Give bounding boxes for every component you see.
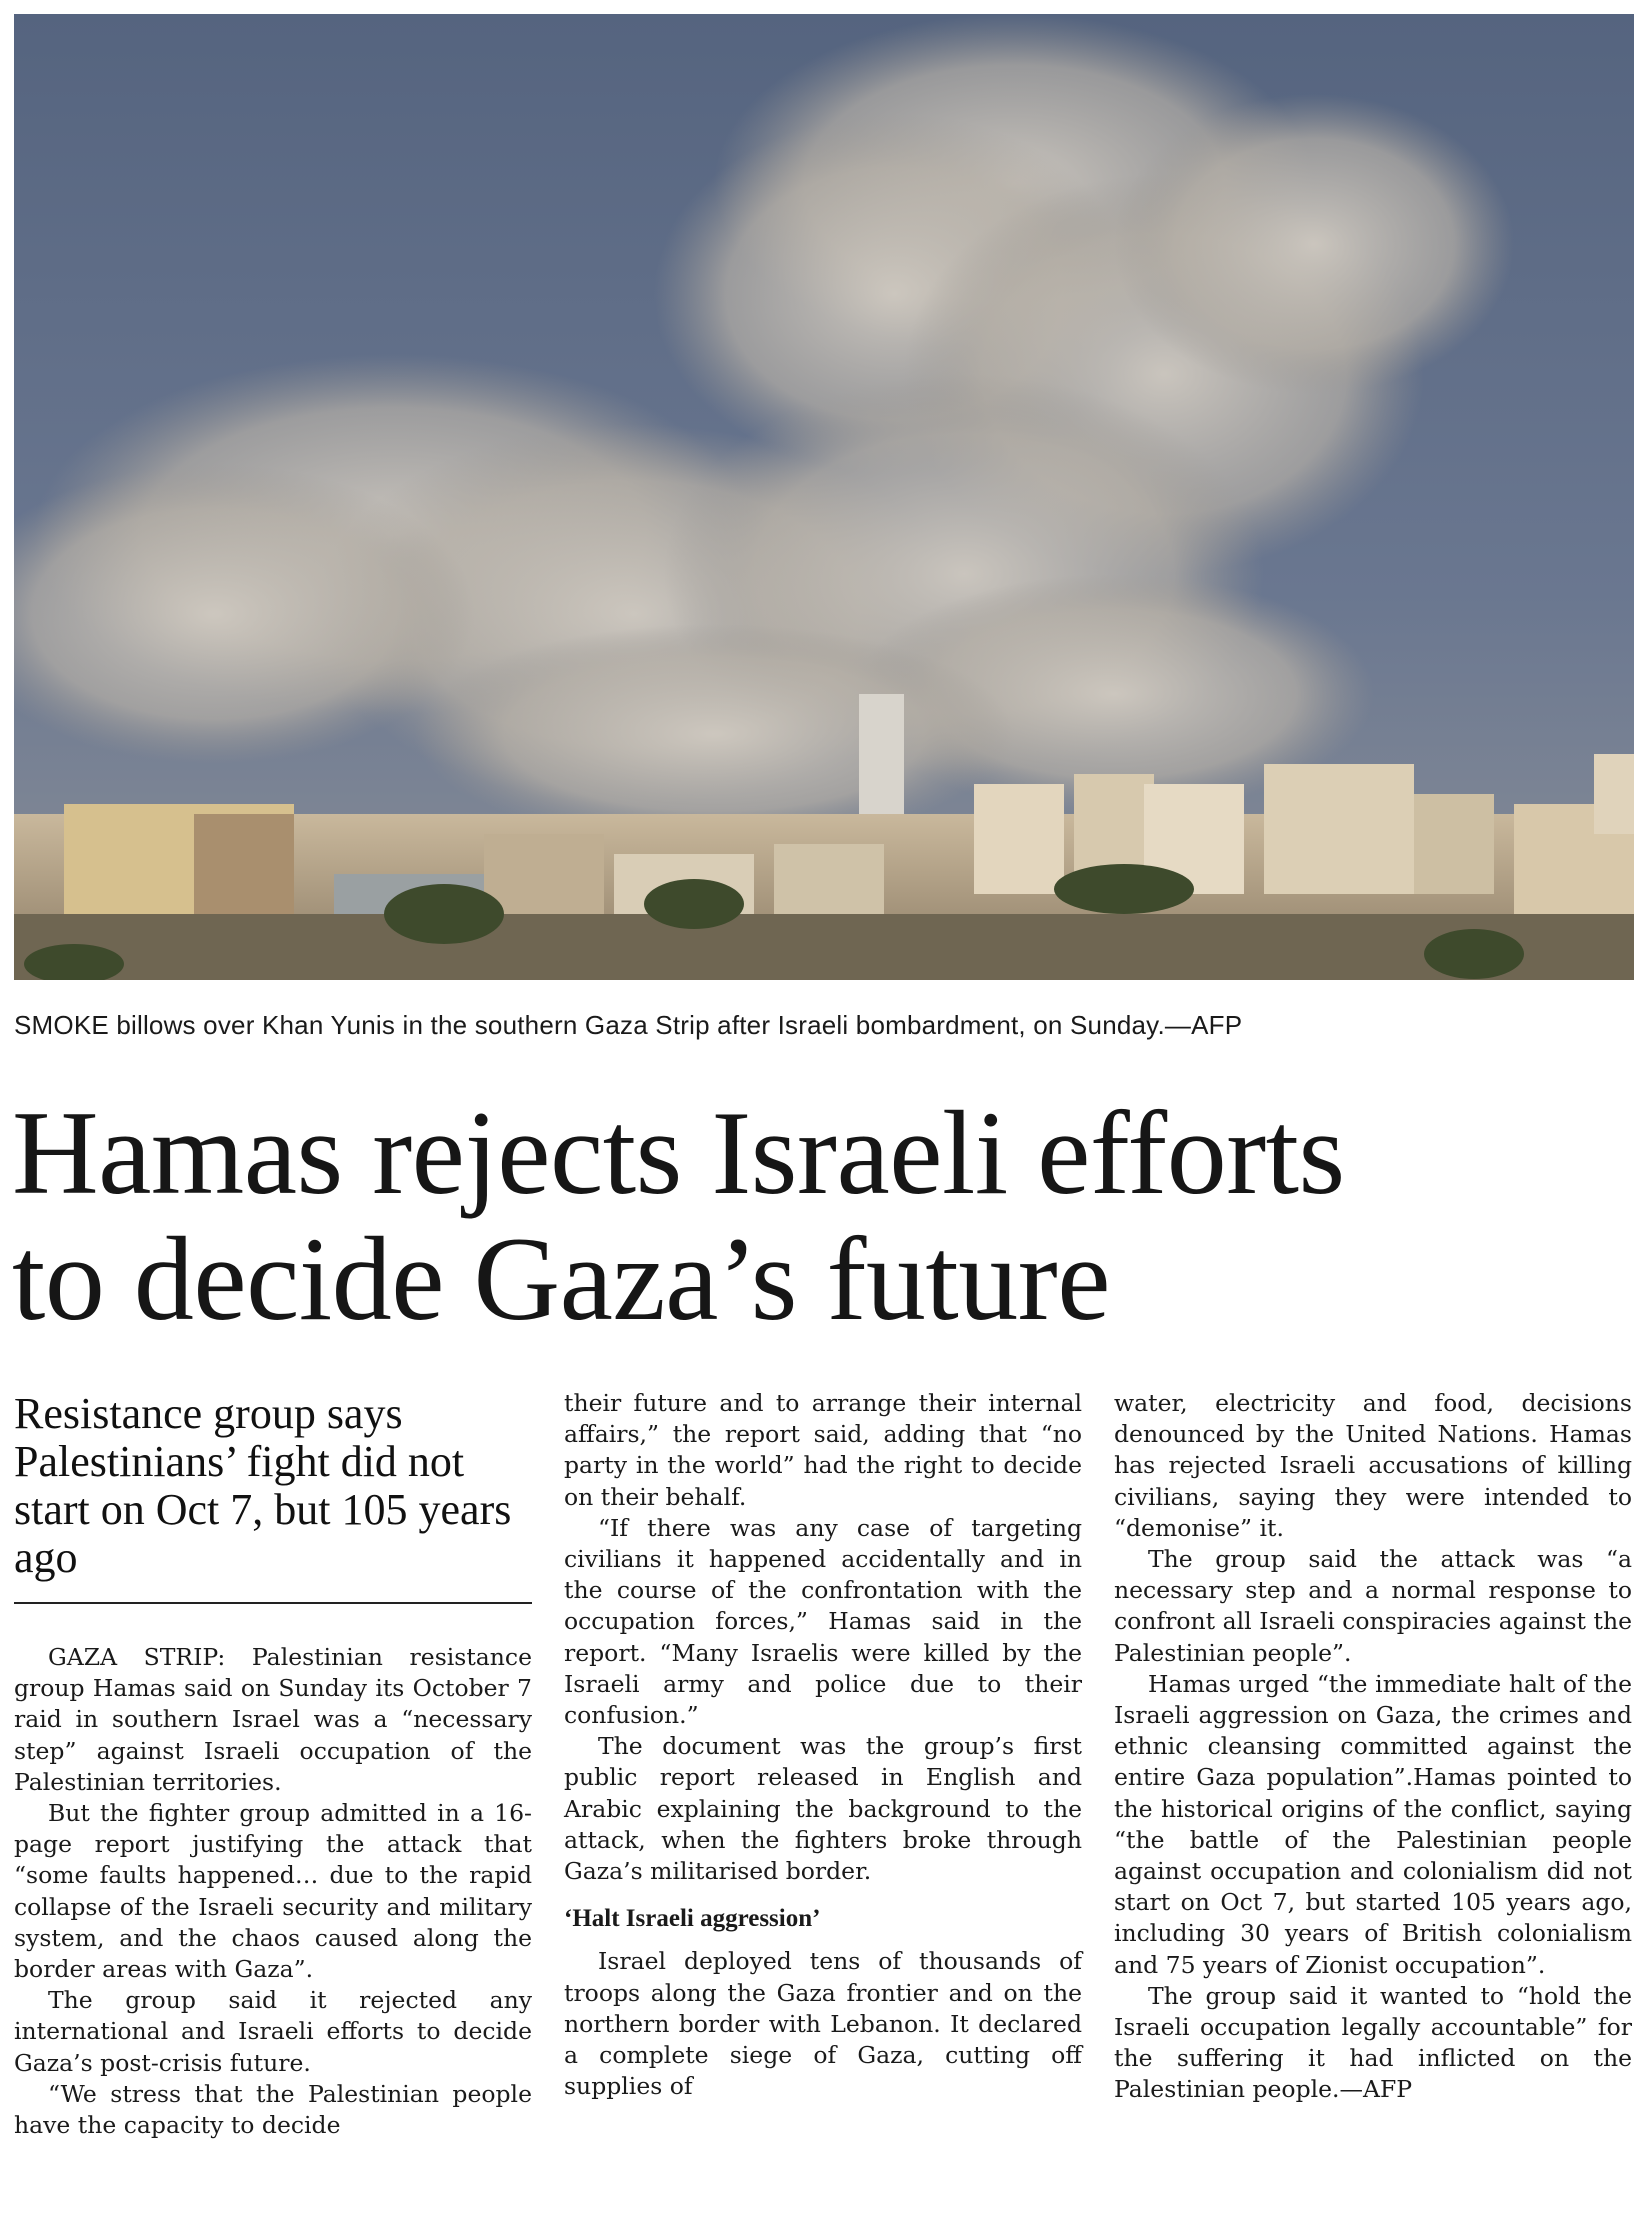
paragraph: Israel deployed tens of thousands of troops along the Gaza frontier and on the northern border with Lebanon. It declared a complete siege of Gaza, cutting off supplies of <box>564 1947 1082 2101</box>
headline-line-2: to decide Gaza’s future <box>12 1212 1110 1345</box>
paragraph: But the fighter group admitted in a 16-page report justifying the attack that “some faults happened… due to the rapid collapse of the Israeli security and military system, and the chaos caused along the border areas with Gaza”. <box>14 1799 532 1984</box>
news-photo <box>14 14 1634 980</box>
photo-caption: SMOKE billows over Khan Yunis in the southern Gaza Strip after Israeli bombardment, on Sunday.—AFP <box>14 1010 1243 1040</box>
paragraph: their future and to arrange their internal affairs,” the report said, adding that “no party in the world” had the right to decide on their behalf. <box>564 1389 1082 1511</box>
article-subhead: ‘Halt Israeli aggression’ <box>564 1905 821 1933</box>
paragraph: “We stress that the Palestinian people have the capacity to decide <box>14 2079 532 2140</box>
paragraph: The group said it rejected any international and Israeli efforts to decide Gaza’s post-crisis future. <box>14 1986 532 2077</box>
paragraph: Hamas urged “the immediate halt of the Israeli aggression on Gaza, the crimes and ethnic cleansing committed against the entire Gaza population”.Hamas pointed to the historical origins of the conflict, saying “the battle of the Palestinian people against occupation and colonialism did not start on Oct 7, but started 105 years ago, including 30 years of British colonialism and 75 years of Zionist occupation”. <box>1114 1669 1632 1979</box>
article-headline <box>12 1086 1642 1345</box>
article-column-2 <box>564 1388 1082 2102</box>
paragraph: The group said it wanted to “hold the Israeli occupation legally accountable” for the suffering it had inflicted on the Palestinian people.—AFP <box>1114 1981 1632 2104</box>
deck-divider <box>14 1602 532 1604</box>
article-deck: Resistance group says Palestinians’ fight did not start on Oct 7, but 105 years ago <box>14 1389 512 1582</box>
paragraph: water, electricity and food, decisions denounced by the United Nations. Hamas has rejected Israeli accusations of killing civilians, saying they were intended to “demonise” it. <box>1114 1389 1632 1542</box>
paragraph: “If there was any case of targeting civilians it happened accidentally and in the course of the confrontation with the occupation forces,” Hamas said in the report. “Many Israelis were killed by the Israeli army and police due to their confusion.” <box>564 1513 1082 1730</box>
paragraph: The group said the attack was “a necessary step and a normal response to confront all Israeli conspiracies against the Palestinian people”. <box>1114 1545 1632 1667</box>
paragraph: GAZA STRIP: Palestinian resistance group Hamas said on Sunday its October 7 raid in southern Israel was a “necessary step” against Israeli occupation of the Palestinian territories. <box>14 1643 532 1796</box>
article-column-1 <box>14 1390 532 2141</box>
smoke-over-city-image <box>14 14 1634 980</box>
article-column-3 <box>1114 1388 1632 2106</box>
paragraph: The document was the group’s first public report released in English and Arabic explaining the background to the attack, when the fighters broke through Gaza’s militarised border. <box>564 1732 1082 1886</box>
headline-line-1: Hamas rejects Israeli efforts <box>12 1086 1345 1219</box>
